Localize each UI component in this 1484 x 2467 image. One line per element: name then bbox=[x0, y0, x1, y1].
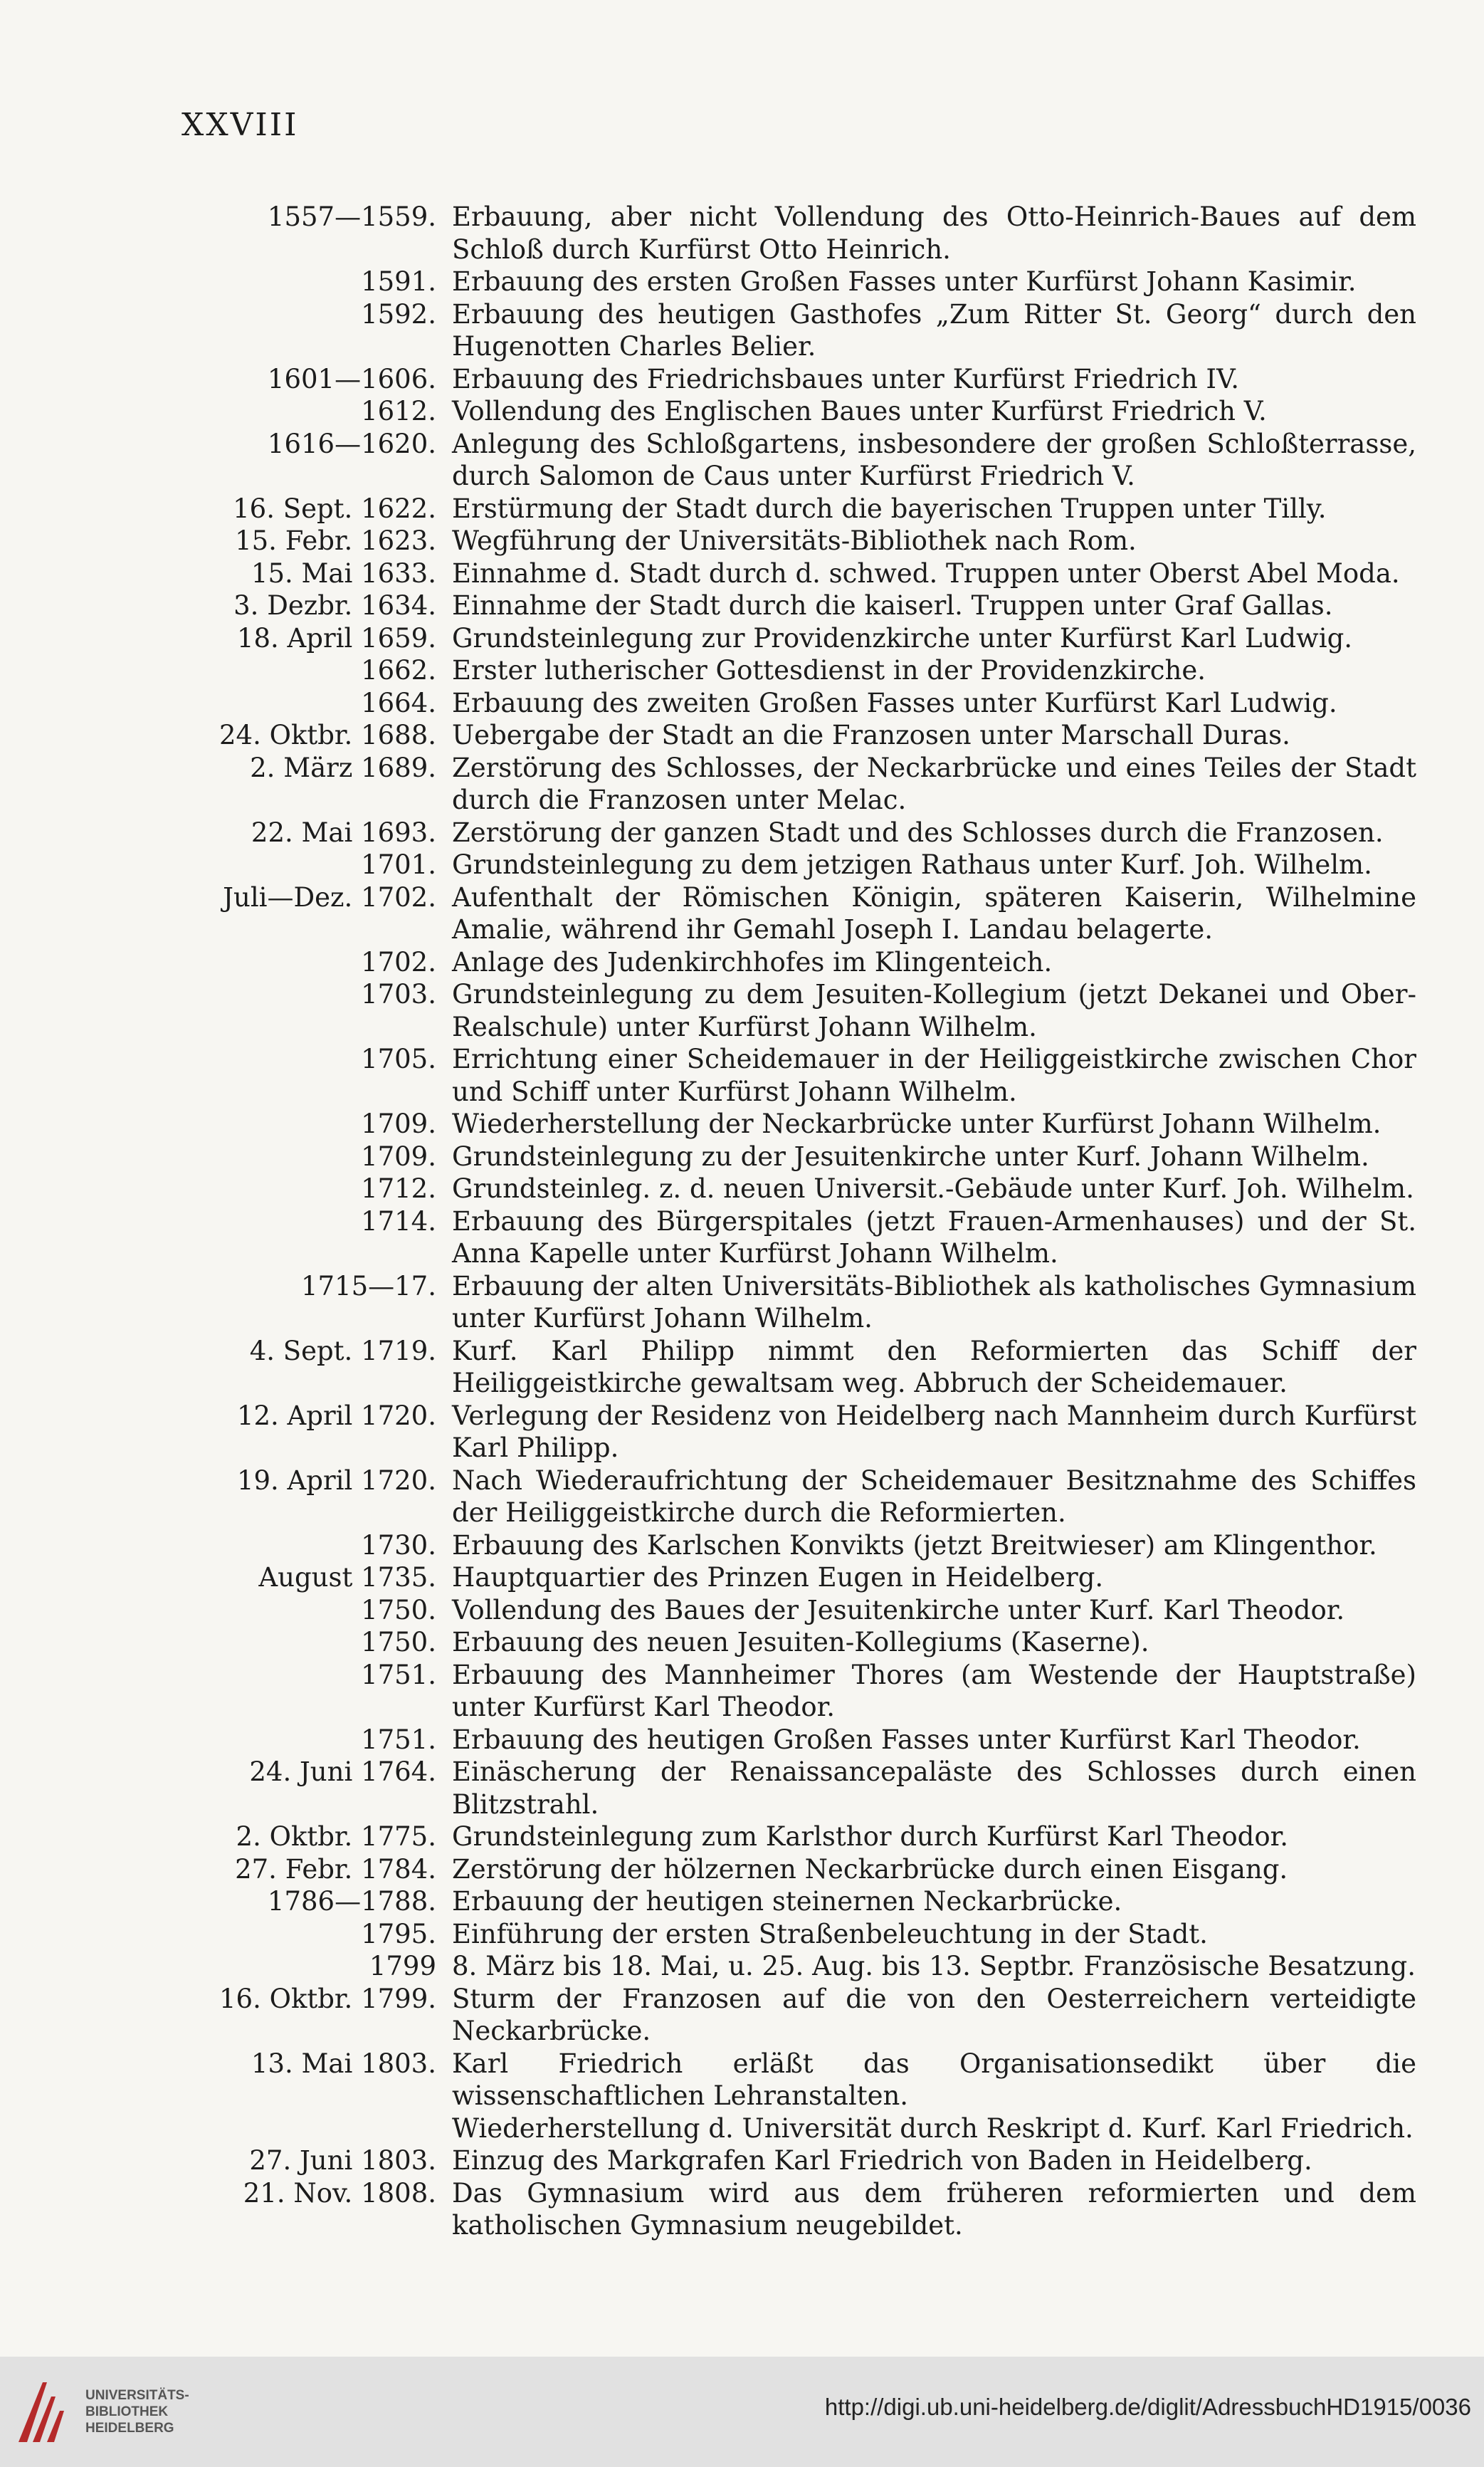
chronology-entry bbox=[178, 1724, 1416, 1756]
entry-date: 24. Juni 1764. bbox=[249, 1756, 436, 1787]
entry-text: Grundsteinlegung zu dem jetzigen Rathaus unter Kurf. Joh. Wilhelm. bbox=[452, 849, 1372, 880]
entry-text: Einzug des Markgrafen Karl Friedrich von Baden in Heidelberg. bbox=[452, 2145, 1312, 2176]
chronology-entry bbox=[178, 395, 1416, 428]
chronology-entry bbox=[178, 1141, 1416, 1173]
entry-date: 1750. bbox=[361, 1627, 436, 1657]
entry-date: 1701. bbox=[361, 849, 436, 880]
chronology-entry bbox=[178, 590, 1416, 622]
entry-text: Das Gymnasium wird aus dem früheren reformierten und dem katholischen Gymnasium neugebildet. bbox=[452, 2177, 1416, 2241]
entry-date: 1750. bbox=[361, 1594, 436, 1625]
entry-text: Grundsteinlegung zur Providenzkirche unter Kurfürst Karl Ludwig. bbox=[452, 622, 1353, 654]
entry-date: Juli—Dez. 1702. bbox=[223, 881, 436, 913]
entry-date: 4. Sept. 1719. bbox=[249, 1335, 436, 1366]
chronology-entry bbox=[178, 428, 1416, 493]
chronology-entry bbox=[178, 1918, 1416, 1951]
entry-date: 24. Oktbr. 1688. bbox=[219, 720, 436, 750]
entry-date: 1705. bbox=[361, 1044, 436, 1074]
chronology-entry bbox=[178, 1043, 1416, 1108]
entry-text: Einnahme der Stadt durch die kaiserl. Truppen unter Graf Gallas. bbox=[452, 590, 1333, 621]
library-logo-text bbox=[85, 2387, 189, 2436]
chronology-entry bbox=[178, 849, 1416, 881]
chronology-entry bbox=[178, 817, 1416, 849]
entry-text: Karl Friedrich erläßt das Organisationsedikt über die wissenschaftlichen Lehranstalten. bbox=[452, 2048, 1416, 2111]
entry-date: 1799 bbox=[369, 1951, 436, 1981]
entry-text: Einführung der ersten Straßenbeleuchtung in der Stadt. bbox=[452, 1918, 1208, 1949]
entry-date: 27. Febr. 1784. bbox=[235, 1853, 436, 1885]
entry-text: Erbauung der alten Universitäts-Bibliothek als katholisches Gymnasium unter Kurfürst Johann Wilhelm. bbox=[452, 1270, 1416, 1334]
chronology-entry bbox=[178, 1529, 1416, 1562]
chronology-entry bbox=[178, 266, 1416, 298]
entry-text: Zerstörung der hölzernen Neckarbrücke durch einen Eisgang. bbox=[452, 1853, 1288, 1885]
page-number: XXVIII bbox=[181, 107, 299, 143]
chronology-entry bbox=[178, 1335, 1416, 1400]
entry-date: 1715—17. bbox=[300, 1270, 436, 1301]
chronology-entry bbox=[178, 1983, 1416, 2048]
entry-date: 15. Febr. 1623. bbox=[235, 525, 436, 556]
library-logo-icon bbox=[14, 2378, 71, 2446]
entry-text: Grundsteinlegung zu dem Jesuiten-Kollegium (jetzt Dekanei und Ober-Realschule) unter Kurfürst Johann Wilhelm. bbox=[452, 979, 1416, 1042]
entry-text: 8. März bis 18. Mai, u. 25. Aug. bis 13. Septbr. Französische Besatzung. bbox=[452, 1951, 1416, 1981]
entry-text: Erbauung, aber nicht Vollendung des Otto-Heinrich-Baues auf dem Schloß durch Kurfürst Otto Heinrich. bbox=[452, 201, 1416, 265]
chronology-entry bbox=[178, 1561, 1416, 1594]
entry-text: Erbauung des neuen Jesuiten-Kollegiums (Kaserne). bbox=[452, 1627, 1149, 1657]
entry-text: Vollendung des Baues der Jesuitenkirche unter Kurf. Karl Theodor. bbox=[452, 1594, 1345, 1625]
chronology-entry bbox=[178, 557, 1416, 590]
chronology-entry bbox=[178, 201, 1416, 266]
chronology-entry bbox=[178, 2048, 1416, 2112]
entry-text: Erbauung des heutigen Gasthofes „Zum Ritter St. Georg“ durch den Hugenotten Charles Belier. bbox=[452, 298, 1416, 362]
chronology-entry bbox=[178, 719, 1416, 752]
entry-text: Verlegung der Residenz von Heidelberg nach Mannheim durch Kurfürst Karl Philipp. bbox=[452, 1400, 1416, 1463]
entry-text: Erbauung des Karlschen Konvikts (jetzt Breitwieser) am Klingenthor. bbox=[452, 1529, 1377, 1561]
entry-text: Grundsteinleg. z. d. neuen Universit.-Gebäude unter Kurf. Joh. Wilhelm. bbox=[452, 1173, 1414, 1204]
entry-date: 1702. bbox=[361, 946, 436, 978]
entry-text: Erbauung des heutigen Großen Fasses unter Kurfürst Karl Theodor. bbox=[452, 1724, 1361, 1755]
chronology-entry bbox=[178, 622, 1416, 655]
entry-date: 1703. bbox=[361, 979, 436, 1010]
chronology-entry bbox=[178, 881, 1416, 946]
entry-date: 13. Mai 1803. bbox=[251, 2048, 436, 2079]
entry-text: Hauptquartier des Prinzen Eugen in Heidelberg. bbox=[452, 1562, 1104, 1593]
chronology-list bbox=[178, 201, 1416, 2242]
entry-date: 1612. bbox=[361, 396, 436, 426]
entry-text: Vollendung des Englischen Baues unter Kurfürst Friedrich V. bbox=[452, 396, 1267, 426]
entry-date: 1795. bbox=[361, 1918, 436, 1949]
chronology-entry bbox=[178, 1626, 1416, 1659]
entry-date: 1709. bbox=[361, 1109, 436, 1139]
footer-bar bbox=[0, 2357, 1484, 2467]
entry-date: 16. Sept. 1622. bbox=[233, 493, 436, 524]
entry-text: Erstürmung der Stadt durch die bayerischen Truppen unter Tilly. bbox=[452, 493, 1327, 524]
entry-date: 1751. bbox=[361, 1724, 436, 1755]
entry-date: 2. März 1689. bbox=[250, 752, 436, 783]
chronology-entry bbox=[178, 2177, 1416, 2242]
entry-text: Kurf. Karl Philipp nimmt den Reformierten das Schiff der Heiliggeistkirche gewaltsam weg. Abbruch der Scheidemauer. bbox=[452, 1335, 1416, 1398]
entry-date: 1592. bbox=[361, 298, 436, 330]
entry-text: Nach Wiederaufrichtung der Scheidemauer Besitznahme des Schiffes der Heiliggeistkirche durch die Reformierten. bbox=[452, 1465, 1416, 1528]
entry-text: Erster lutherischer Gottesdienst in der Providenzkirche. bbox=[452, 655, 1206, 686]
entry-date: 1709. bbox=[361, 1141, 436, 1172]
chronology-entry bbox=[178, 1821, 1416, 1853]
entry-date: 15. Mai 1633. bbox=[251, 557, 436, 589]
entry-text: Erbauung des zweiten Großen Fasses unter Kurfürst Karl Ludwig. bbox=[452, 687, 1337, 718]
entry-text: Anlage des Judenkirchhofes im Klingenteich. bbox=[452, 946, 1053, 978]
entry-date: 1557—1559. bbox=[267, 201, 436, 232]
chronology-entry bbox=[178, 978, 1416, 1043]
entry-date: 1662. bbox=[361, 655, 436, 686]
entry-text: Erbauung des Friedrichsbaues unter Kurfürst Friedrich IV. bbox=[452, 363, 1240, 394]
entry-date: 1591. bbox=[361, 266, 436, 297]
entry-text: Erbauung des Bürgerspitales (jetzt Frauen-Armenhauses) und der St. Anna Kapelle unter Kurfürst Johann Wilhelm. bbox=[452, 1205, 1416, 1269]
chronology-entry bbox=[178, 298, 1416, 363]
chronology-entry bbox=[178, 1173, 1416, 1205]
entry-text: Anlegung des Schloßgartens, insbesondere der großen Schloßterrasse, durch Salomon de Caus unter Kurfürst Friedrich V. bbox=[452, 428, 1416, 491]
chronology-entry bbox=[178, 1108, 1416, 1141]
entry-date: 1730. bbox=[361, 1529, 436, 1561]
entry-date: 22. Mai 1693. bbox=[251, 817, 436, 848]
entry-text: Einäscherung der Renaissancepaläste des Schlosses durch einen Blitzstrahl. bbox=[452, 1756, 1416, 1820]
entry-date: 1601—1606. bbox=[267, 363, 436, 394]
entry-text: Grundsteinlegung zu der Jesuitenkirche unter Kurf. Johann Wilhelm. bbox=[452, 1141, 1369, 1172]
chronology-entry bbox=[178, 1270, 1416, 1335]
entry-date: 1751. bbox=[361, 1659, 436, 1690]
chronology-entry bbox=[178, 1465, 1416, 1529]
library-logo[interactable] bbox=[14, 2378, 189, 2446]
entry-date: August 1735. bbox=[258, 1562, 436, 1593]
entry-date: 21. Nov. 1808. bbox=[243, 2177, 436, 2209]
chronology-entry bbox=[178, 2144, 1416, 2177]
chronology-entry bbox=[178, 654, 1416, 687]
entry-date: 1664. bbox=[361, 687, 436, 718]
entry-date: 18. April 1659. bbox=[236, 622, 436, 654]
entry-text: Einnahme d. Stadt durch d. schwed. Truppen unter Oberst Abel Moda. bbox=[452, 557, 1400, 589]
entry-text: Wiederherstellung d. Universität durch Reskript d. Kurf. Karl Friedrich. bbox=[452, 2112, 1414, 2144]
entry-date: 16. Oktbr. 1799. bbox=[219, 1983, 436, 2014]
chronology-entry bbox=[178, 1594, 1416, 1627]
entry-text: Erbauung des Mannheimer Thores (am Westende der Hauptstraße) unter Kurfürst Karl Theodor. bbox=[452, 1659, 1416, 1722]
chronology-entry bbox=[178, 2112, 1416, 2145]
entry-date: 19. April 1720. bbox=[236, 1465, 436, 1496]
entry-text: Erbauung des ersten Großen Fasses unter Kurfürst Johann Kasimir. bbox=[452, 266, 1357, 297]
chronology-entry bbox=[178, 946, 1416, 979]
logo-line-2: BIBLIOTHEK bbox=[85, 2404, 169, 2419]
entry-text: Uebergabe der Stadt an die Franzosen unter Marschall Duras. bbox=[452, 720, 1290, 750]
entry-date: 2. Oktbr. 1775. bbox=[236, 1821, 436, 1852]
entry-date: 1714. bbox=[361, 1205, 436, 1237]
chronology-entry bbox=[178, 1885, 1416, 1918]
chronology-entry bbox=[178, 525, 1416, 557]
chronology-entry bbox=[178, 363, 1416, 396]
entry-text: Aufenthalt der Römischen Königin, späteren Kaiserin, Wilhelmine Amalie, während ihr Gemahl Joseph I. Landau belagerte. bbox=[452, 881, 1416, 945]
entry-text: Wiederherstellung der Neckarbrücke unter Kurfürst Johann Wilhelm. bbox=[452, 1109, 1382, 1139]
chronology-entry bbox=[178, 1205, 1416, 1270]
chronology-entry bbox=[178, 1659, 1416, 1724]
chronology-entry bbox=[178, 1756, 1416, 1821]
entry-date: 12. April 1720. bbox=[236, 1400, 436, 1431]
entry-date: 1616—1620. bbox=[267, 428, 436, 459]
entry-date: 3. Dezbr. 1634. bbox=[233, 590, 436, 621]
chronology-entry bbox=[178, 1853, 1416, 1886]
logo-line-3: HEIDELBERG bbox=[85, 2421, 174, 2436]
chronology-entry bbox=[178, 687, 1416, 720]
entry-text: Zerstörung des Schlosses, der Neckarbrücke und eines Teiles der Stadt durch die Franzosen unter Melac. bbox=[452, 752, 1416, 815]
logo-line-1: UNIVERSITÄTS- bbox=[85, 2388, 189, 2403]
entry-text: Sturm der Franzosen auf die von den Oesterreichern verteidigte Neckarbrücke. bbox=[452, 1983, 1416, 2046]
chronology-entry bbox=[178, 752, 1416, 817]
entry-text: Grundsteinlegung zum Karlsthor durch Kurfürst Karl Theodor. bbox=[452, 1821, 1289, 1852]
chronology-entry bbox=[178, 1950, 1416, 1983]
entry-date: 1712. bbox=[361, 1173, 436, 1204]
entry-text: Wegführung der Universitäts-Bibliothek nach Rom. bbox=[452, 525, 1137, 556]
source-url-link[interactable]: http://digi.ub.uni-heidelberg.de/diglit/AdressbuchHD1915/0036 bbox=[824, 2394, 1471, 2420]
entry-text: Erbauung der heutigen steinernen Neckarbrücke. bbox=[452, 1886, 1122, 1917]
chronology-entry bbox=[178, 1400, 1416, 1465]
entry-date: 1786—1788. bbox=[267, 1886, 436, 1917]
entry-text: Zerstörung der ganzen Stadt und des Schlosses durch die Franzosen. bbox=[452, 817, 1384, 848]
entry-date: 27. Juni 1803. bbox=[249, 2145, 436, 2176]
entry-text: Errichtung einer Scheidemauer in der Heiliggeistkirche zwischen Chor und Schiff unter Kurfürst Johann Wilhelm. bbox=[452, 1044, 1416, 1107]
chronology-entry bbox=[178, 493, 1416, 525]
